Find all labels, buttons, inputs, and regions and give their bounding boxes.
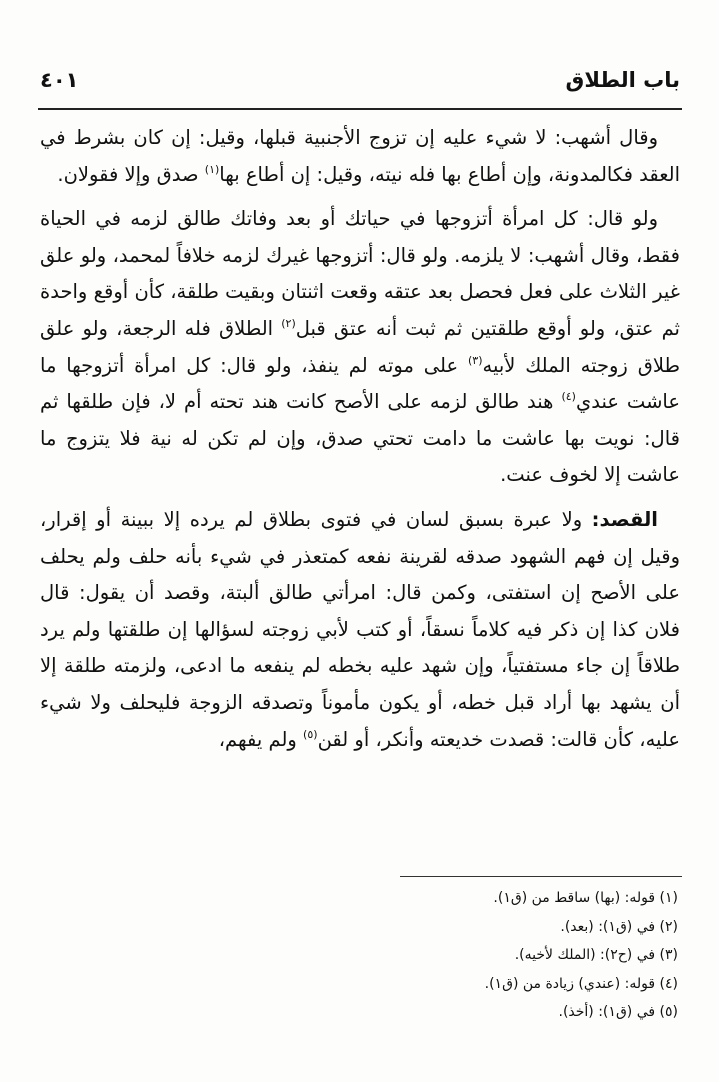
footnote-item: (٣) في (ح٢): (الملك لأخيه).	[514, 947, 678, 963]
footnote-item: (٥) في (ق١): (أخذ).	[558, 1004, 678, 1020]
paragraph-1	[40, 120, 680, 193]
footnote-divider	[400, 876, 682, 877]
section-lead: القصد:	[591, 507, 658, 531]
paragraph-3	[40, 502, 680, 758]
page-number: ٤٠١	[40, 68, 79, 92]
paragraph-2	[40, 201, 680, 494]
footnote-ref: (٢)	[281, 316, 296, 330]
footnote-ref: (٣)	[468, 353, 483, 367]
footnote-ref: (٤)	[561, 390, 576, 404]
header-divider	[38, 108, 682, 110]
paragraph-text: هند طالق لزمه على الأصح كانت هند تحته أم لا، فإن طلقها ثم قال: نويت بها عاشت ما دامت تحتي صدق، وإن لم تكن له نية فلا يتزوج ما عاشت إلا لخوف عنت.	[40, 390, 680, 487]
paragraph-text: على موته لم ينفذ، ولو قال: كل امرأة أتزوجها ما عاشت عندي	[40, 353, 680, 414]
footnote-ref: (٥)	[303, 727, 318, 741]
footnote-item: (١) قوله: (بها) ساقط من (ق١).	[493, 890, 678, 906]
paragraph-text: ولو قال: كل امرأة أتزوجها في حياتك أو بعد وفاتك طالق لزمه في الحياة فقط، وقال أشهب: لا يلزمه. ولو قال: أتزوجها غيرك لزمه خلافاً لمحمد، ولو علق غير الثلاث على فعل فحصل بعد عتقه وقعت اثنتان وبقيت طلقة، كأن أوقع واحدة ثم عتق، ولو أوقع طلقتين ثم ثبت أنه عتق قبل	[40, 207, 680, 340]
paragraph-text: الطلاق فله الرجعة، ولو علق طلاق زوجته الملك لأبيه	[40, 316, 680, 377]
paragraph-text: وقال أشهب: لا شيء عليه إن تزوج الأجنبية قبلها، وقيل: إن كان بشرط في العقد فكالمدونة، وإن أطاع بها فله نيته، وقيل: إن أطاع بها	[40, 126, 680, 186]
footnote-ref: (١)	[204, 162, 220, 176]
main-text	[40, 120, 680, 766]
paragraph-text: ولا عبرة بسبق لسان في فتوى بطلاق لم يرده إلا ببينة أو إقرار، وقيل إن فهم الشهود صدقه لقرينة نفعه كمتعذر في شيء بأنه حلف ولم يحلف على الأصح إن استفتى، وكمن قال: امرأتي طالق ألبتة، وقصد أن يقول: قال فلان كذا إن ذكر فيه كلاماً نسقاً، أو كتب لأبي زوجته لسؤالها إن طلقتها ولم يرد طلاقاً إن جاء مستفتياً، وإن شهد عليه بخطه لم ينفعه ما ادعى، ولزمته طلقة إلا أن يشهد بها أراد قبل خطه، أو يكون مأموناً وتصدقه الزوجة فليحلف ولا شيء عليه، كأن قالت: قصدت خديعته وأنكر، أو لقن	[40, 507, 680, 751]
paragraph-text: ولم يفهم،	[218, 727, 297, 751]
paragraph-text: صدق وإلا فقولان.	[57, 162, 199, 186]
chapter-title: باب الطلاق	[565, 68, 680, 92]
footnotes-list	[40, 884, 680, 1027]
footnote-item: (٤) قوله: (عندي) زيادة من (ق١).	[484, 975, 678, 992]
running-header	[40, 64, 680, 104]
footnote-item: (٢) في (ق١): (بعد).	[560, 918, 678, 935]
